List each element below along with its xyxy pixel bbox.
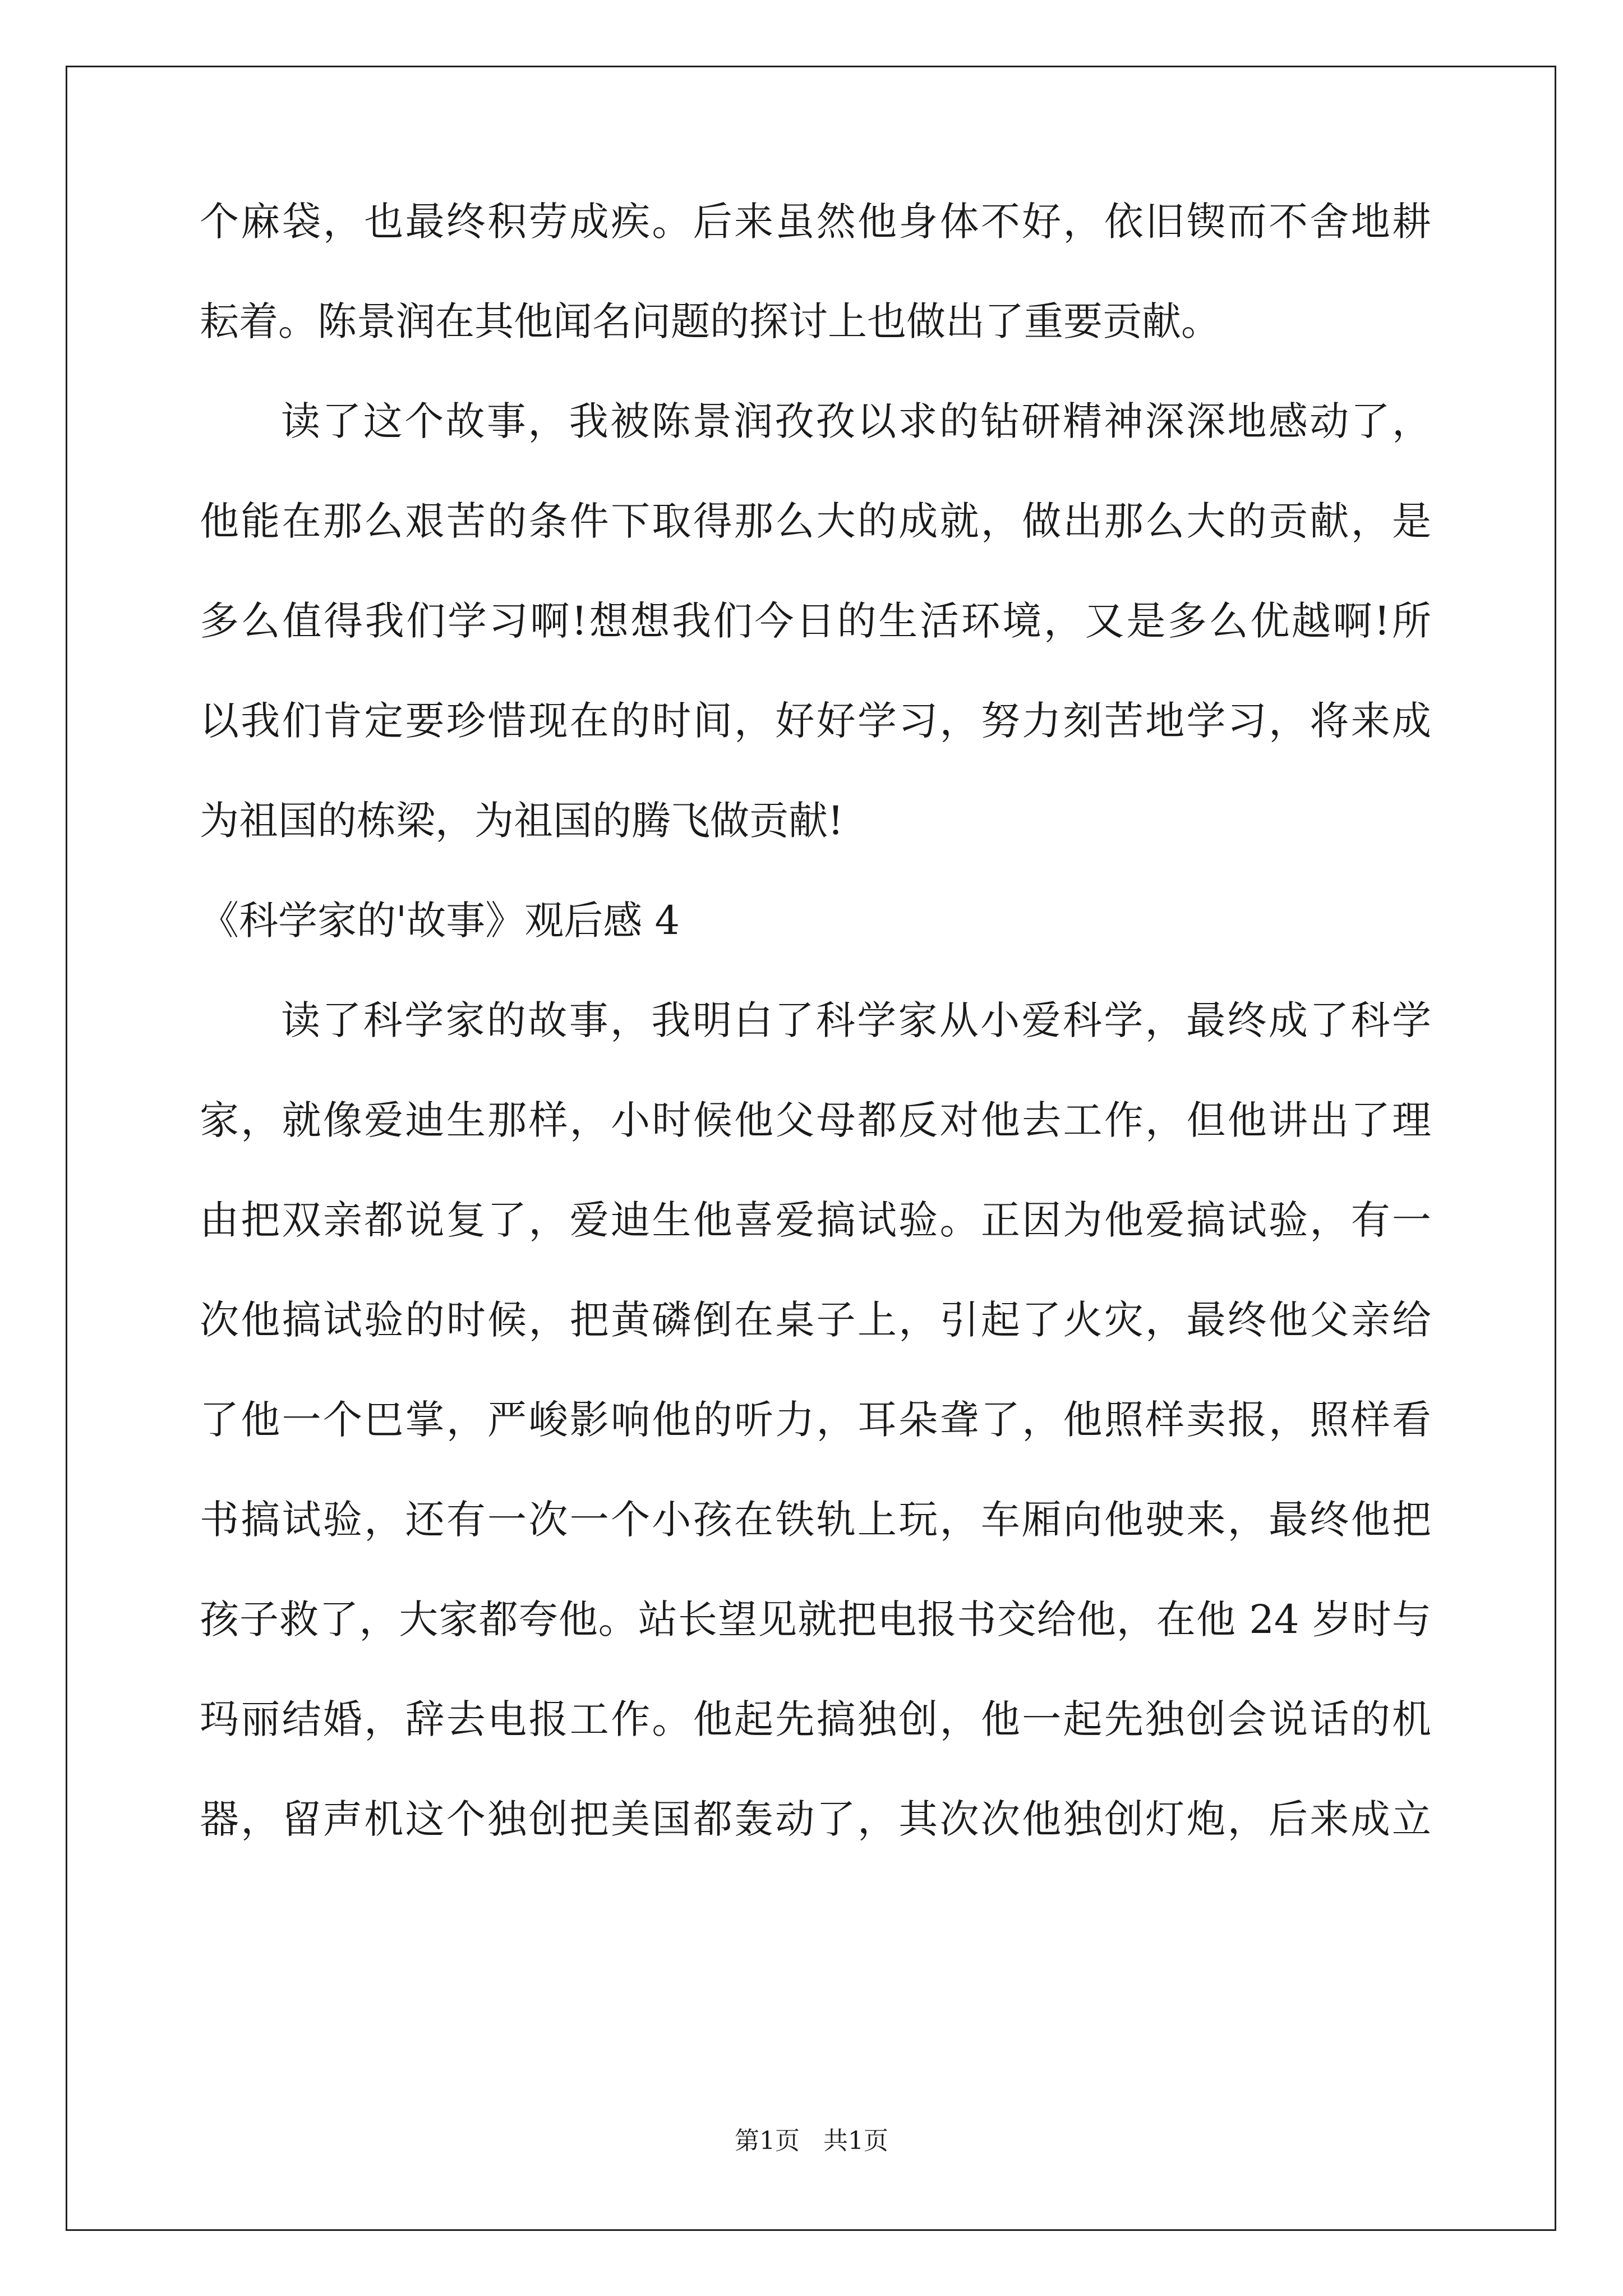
paragraph-line: 他能在那么艰苦的条件下取得那么大的成就，做出那么大的贡献，是 <box>200 498 1431 544</box>
paragraph-line: 书搞试验，还有一次一个小孩在铁轨上玩，车厢向他驶来，最终他把 <box>200 1497 1431 1543</box>
paragraph-line: 了他一个巴掌，严峻影响他的听力，耳朵聋了，他照样卖报，照样看 <box>200 1397 1431 1443</box>
section-heading: 《科学家的'故事》观后感 4 <box>200 898 680 944</box>
paragraph-line: 为祖国的栋梁，为祖国的腾飞做贡献! <box>200 798 844 844</box>
paragraph-line: 耘着。陈景润在其他闻名问题的探讨上也做出了重要贡献。 <box>200 298 1220 344</box>
paragraph-line: 多么值得我们学习啊!想想我们今日的生活环境，又是多么优越啊!所 <box>200 598 1431 644</box>
paragraph-line: 家，就像爱迪生那样，小时候他父母都反对他去工作，但他讲出了理 <box>200 1097 1431 1143</box>
paragraph-line: 次他搞试验的时候，把黄磷倒在桌子上，引起了火灾，最终他父亲给 <box>200 1297 1431 1343</box>
paragraph-line: 孩子救了，大家都夸他。站长望见就把电报书交给他，在他 24 岁时与 <box>200 1596 1431 1642</box>
document-body <box>200 199 1431 1899</box>
paragraph-line: 器，留声机这个独创把美国都轰动了，其次次他独创灯炮，后来成立 <box>200 1796 1431 1842</box>
paragraph-line: 个麻袋，也最终积劳成疾。后来虽然他身体不好，依旧锲而不舍地耕 <box>200 199 1431 245</box>
paragraph-line: 玛丽结婚，辞去电报工作。他起先搞独创，他一起先独创会说话的机 <box>200 1696 1431 1742</box>
page-footer: 第1页 共1页 <box>735 2127 888 2155</box>
paragraph-line: 由把双亲都说复了，爱迪生他喜爱搞试验。正因为他爱搞试验，有一 <box>200 1197 1431 1243</box>
paragraph-line: 读了科学家的故事，我明白了科学家从小爱科学，最终成了科学 <box>281 997 1431 1043</box>
paragraph-line: 读了这个故事，我被陈景润孜孜以求的钻研精神深深地感动了， <box>281 398 1431 444</box>
paragraph-line: 以我们肯定要珍惜现在的时间，好好学习，努力刻苦地学习，将来成 <box>200 698 1431 744</box>
